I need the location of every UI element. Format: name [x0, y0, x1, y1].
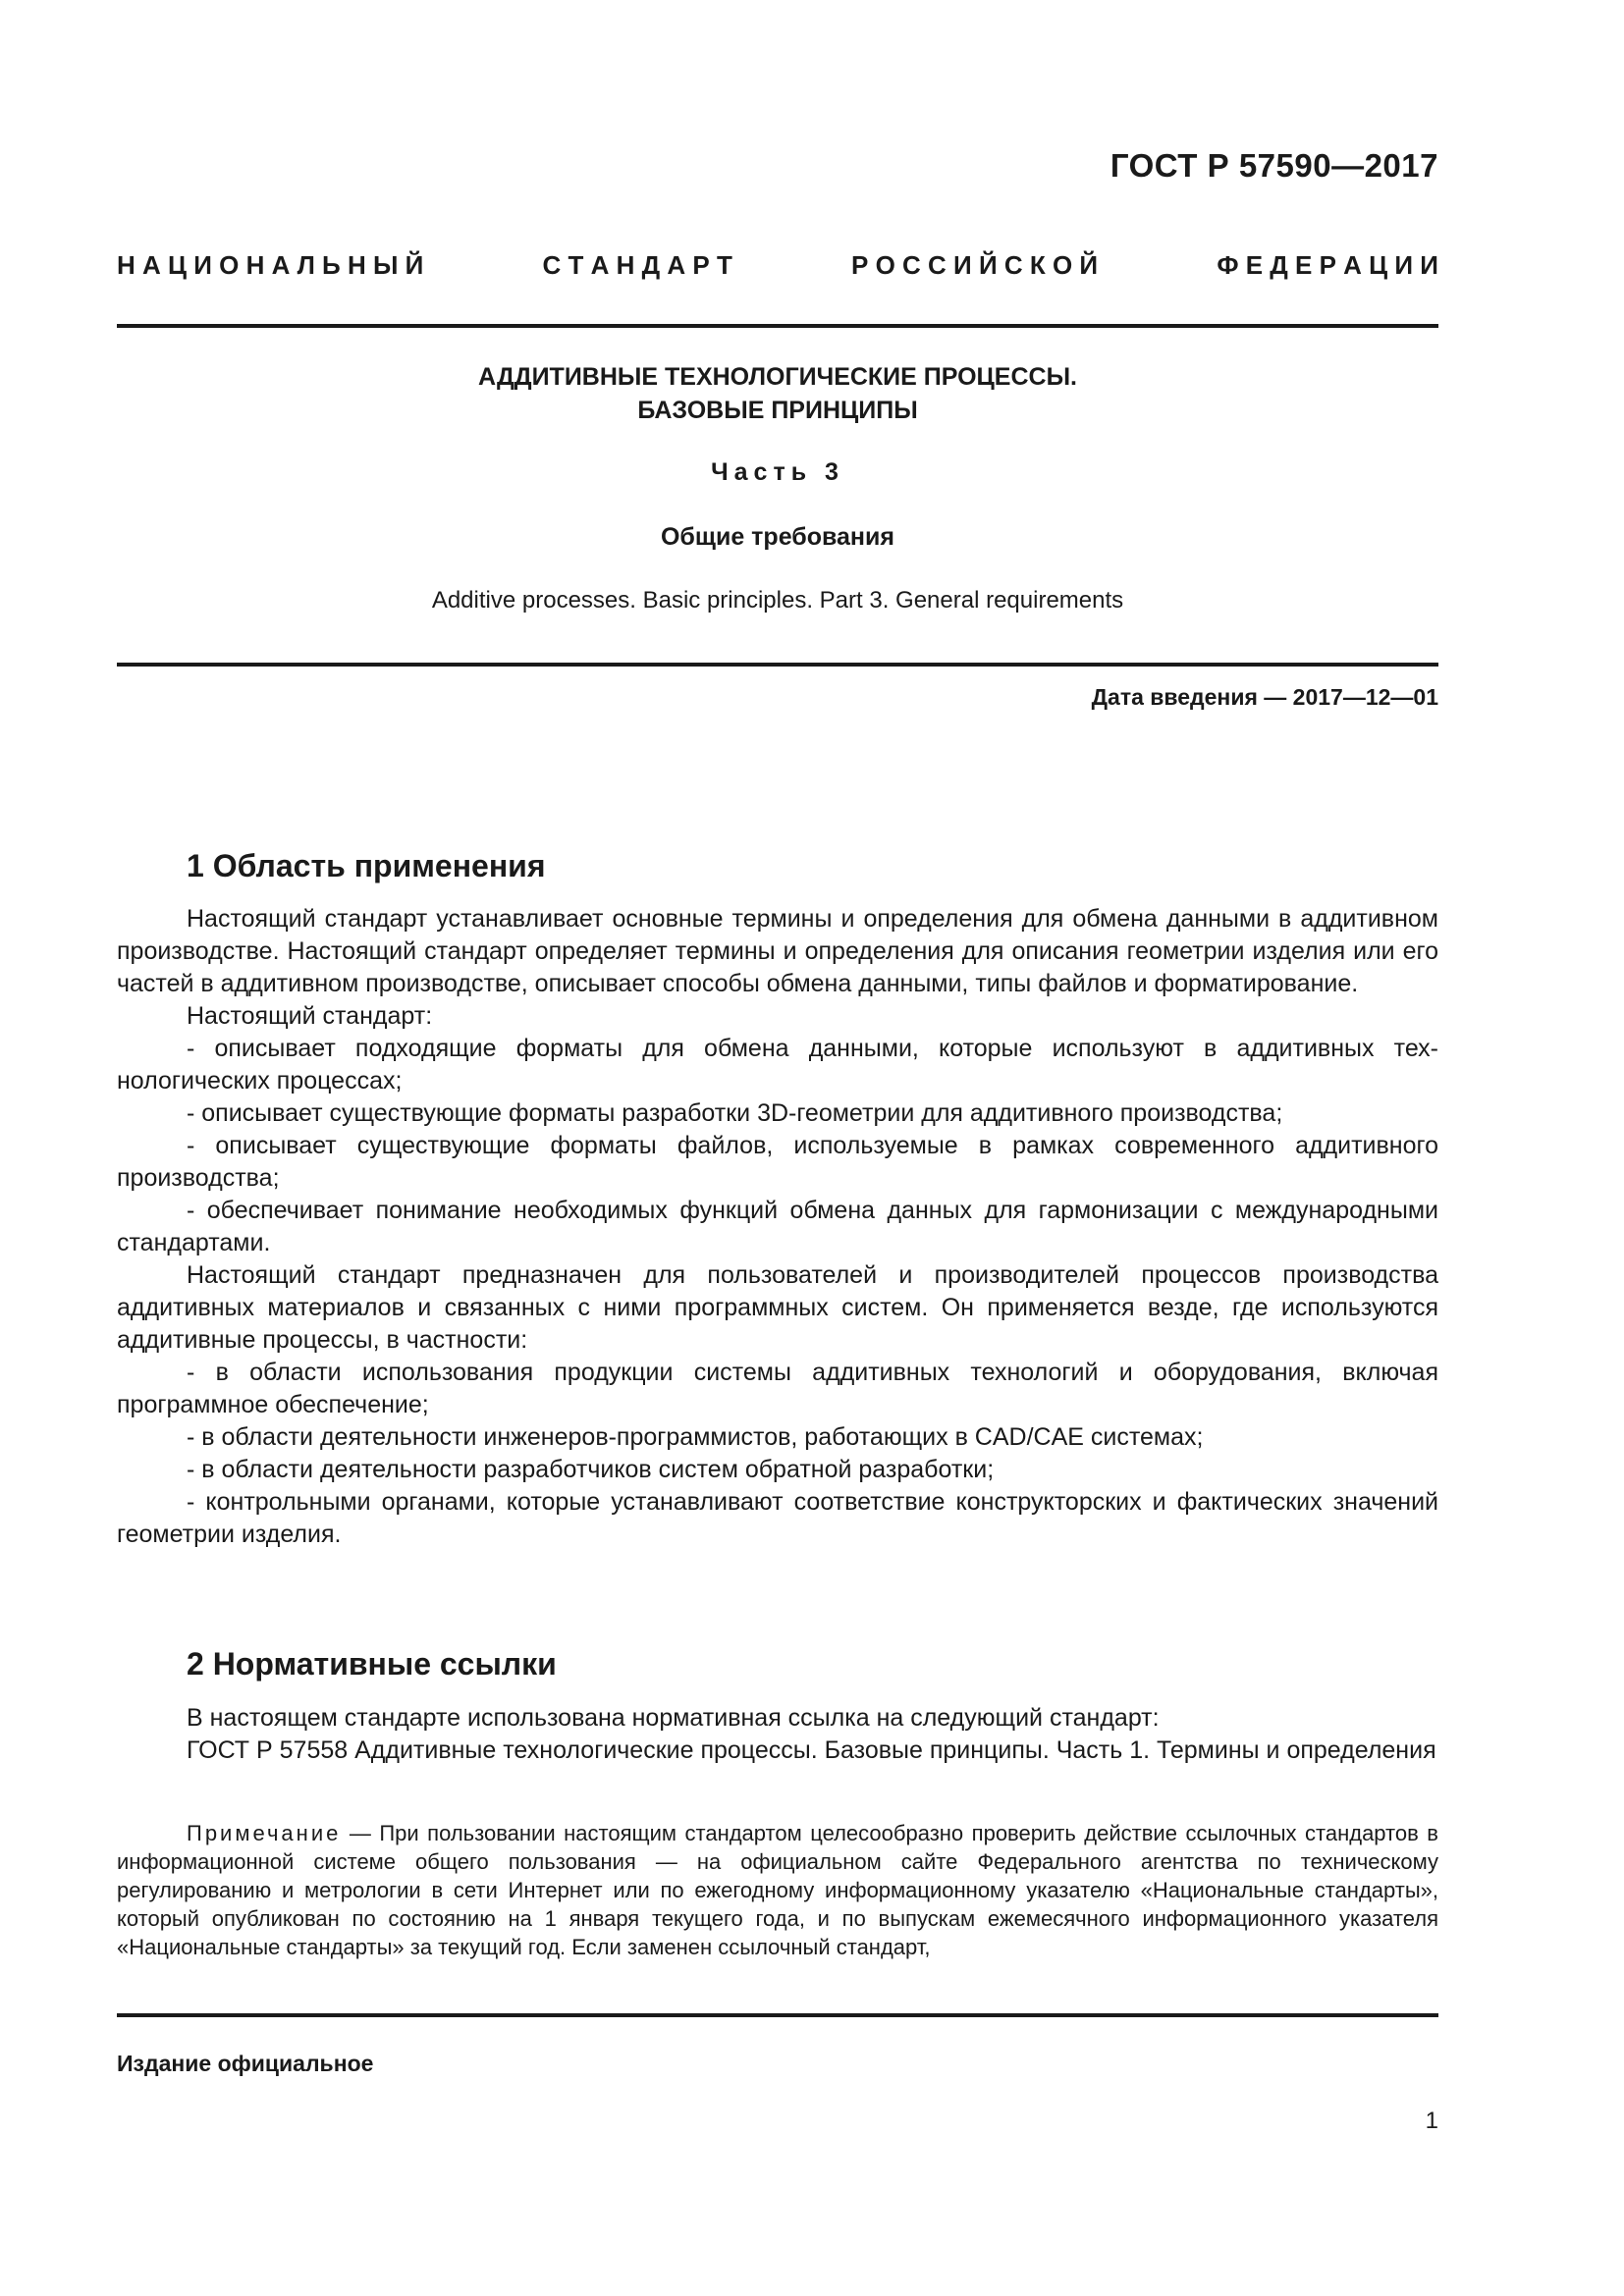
section-1-list-item: - описывает подходящие форматы для обмена данными, которые используют в аддитивных технологических процессах;: [117, 1035, 1438, 1095]
section-1-paragraph: Настоящий стандарт устанавливает основные термины и определения для обмена данными в аддитивном производстве. Настоящий стандарт определяет термины и определения для описания геометрии изделия или его частей в аддитивном производстве, описывает способы обмена данными, типы файлов и форматирование.: [117, 905, 1438, 997]
note: [117, 1819, 1438, 1961]
section-2: [117, 1648, 1438, 1767]
section-1: [117, 850, 1438, 1551]
banner-word-4: Ф Е Д Е Р А Ц И И: [1217, 250, 1438, 280]
footer-divider: [117, 2013, 1438, 2017]
subtitle: Общие требования: [660, 523, 894, 551]
banner-word-2: С Т А Н Д А Р Т: [542, 250, 732, 280]
banner-word-3: Р О С С И Й С К О Й: [851, 250, 1099, 280]
section-1-paragraph: Настоящий стандарт:: [187, 1002, 433, 1030]
section-1-heading: 1 Область применения: [187, 848, 546, 883]
official-edition-label: Издание официальное: [117, 2051, 374, 2076]
section-1-list-item: - контрольными органами, которые устанавливают соответствие конструкторских и фактических значений геометрии изделия.: [117, 1488, 1438, 1548]
standard-number: ГОСТ Р 57590—2017: [1110, 147, 1438, 184]
banner-word-1: Н А Ц И О Н А Л Ь Н Ы Й: [117, 250, 424, 280]
section-1-list-item: - описывает существующие форматы разработки 3D-геометрии для аддитивного производства;: [187, 1099, 1283, 1127]
page-number: 1: [1425, 2108, 1438, 2134]
title-line-2: БАЗОВЫЕ ПРИНЦИПЫ: [637, 397, 918, 424]
section-1-list-item: - в области использования продукции системы аддитивных технологий и оборудования, включая программное обеспечение;: [117, 1359, 1438, 1418]
section-1-list-item: - в области деятельности разработчиков систем обратной разработки;: [187, 1456, 995, 1483]
title-divider: [117, 663, 1438, 667]
section-1-list-item: - в области деятельности инженеров-программистов, работающих в CAD/CAE системах;: [187, 1423, 1204, 1451]
title-line-1: АДДИТИВНЫЕ ТЕХНОЛОГИЧЕСКИЕ ПРОЦЕССЫ.: [477, 363, 1077, 391]
note-text: — При пользовании настоящим стандартом целесообразно проверить действие ссылочных стандартов в информационной системе общего пользования — на официальном сайте Федерального агентства по техническому регулированию и метрологии в сети Интернет или по ежегодному информационному указателю «Национальные стандарты», который опубликован по состоянию на 1 января текущего года, и по выпускам ежемесячного информационного указателя «Национальные стандарты» за текущий год. Если заменен ссылочный стандарт,: [117, 1821, 1438, 1959]
section-2-paragraph: В настоящем стандарте использована нормативная ссылка на следующий стандарт:: [187, 1704, 1160, 1732]
note-label: Примечание: [187, 1821, 342, 1845]
document-page: [117, 0, 1438, 2296]
top-divider: [117, 324, 1438, 328]
english-title: Additive processes. Basic principles. Part 3. General requirements: [431, 587, 1124, 614]
introduction-date: Дата введения — 2017—12—01: [1091, 684, 1438, 710]
section-1-paragraph: Настоящий стандарт предназначен для пользователей и производителей процессов производства аддитивных материалов и связанных с ними программных систем. Он применяется везде, где используются аддитивные процессы, в частности:: [117, 1261, 1438, 1354]
section-1-list-item: - описывает существующие форматы файлов, используемые в рамках современного аддитивного производства;: [117, 1132, 1438, 1192]
section-2-reference: ГОСТ Р 57558 Аддитивные технологические процессы. Базовые принципы. Часть 1. Термины и определения: [187, 1736, 1436, 1764]
section-1-list-item: - обеспечивает понимание необходимых функций обмена данных для гармонизации с международными стандартами.: [117, 1197, 1438, 1256]
part-label: Часть 3: [711, 458, 844, 486]
section-2-heading: 2 Нормативные ссылки: [187, 1646, 557, 1682]
national-standard-banner: [117, 250, 1438, 281]
